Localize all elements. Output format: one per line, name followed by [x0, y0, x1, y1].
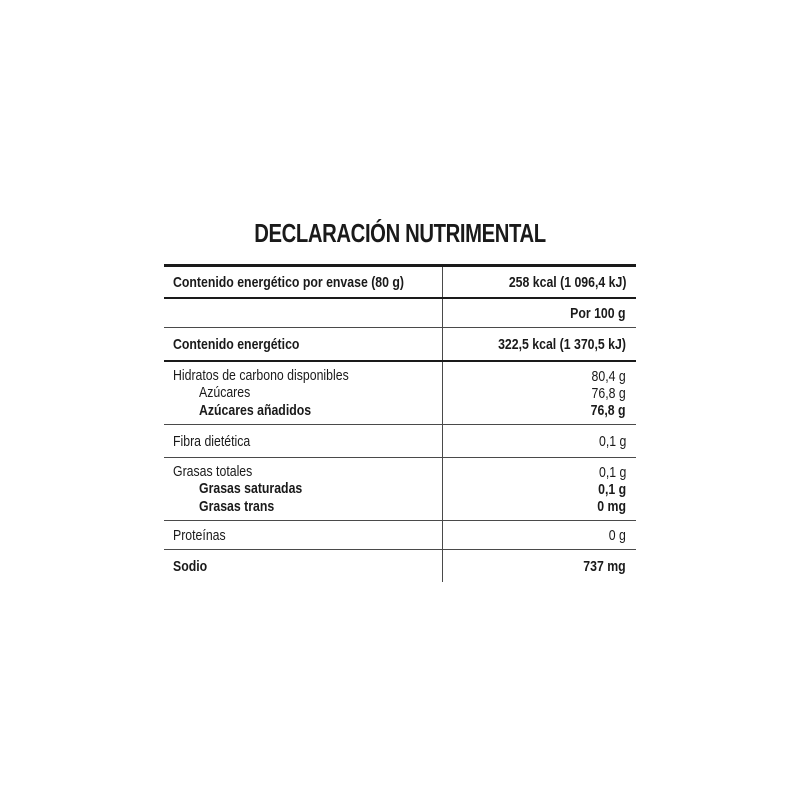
saturated-fat-value: 0,1 g [597, 480, 626, 498]
saturated-fat-label: Grasas saturadas [199, 479, 303, 497]
added-sugars-value: 76,8 g [591, 401, 626, 419]
table-row-fats [164, 458, 636, 521]
energy-per-package-value: 258 kcal (1 096,4 kJ) [508, 273, 626, 291]
table-row-carbohydrates [164, 362, 636, 425]
total-fat-label: Grasas totales [173, 462, 253, 480]
sodium-label: Sodio [173, 557, 208, 575]
fiber-value: 0,1 g [598, 432, 626, 450]
protein-value: 0 g [608, 526, 626, 544]
fiber-label: Fibra dietética [173, 432, 251, 450]
carbohydrates-value: 80,4 g [591, 367, 626, 385]
energy-value: 322,5 kcal (1 370,5 kJ) [498, 335, 626, 353]
sugars-value: 76,8 g [591, 384, 626, 402]
carbohydrates-label: Hidratos de carbono disponibles [173, 366, 349, 384]
sugars-label: Azúcares [199, 383, 251, 401]
energy-per-package-label: Contenido energético por envase (80 g) [173, 273, 405, 291]
table-row-sodium [164, 550, 636, 582]
trans-fat-value: 0 mg [597, 497, 626, 515]
sodium-value: 737 mg [583, 557, 626, 575]
added-sugars-label: Azúcares añadidos [199, 401, 312, 419]
panel-title: DECLARACIÓN NUTRIMENTAL [254, 218, 546, 248]
nutrition-table [164, 264, 636, 582]
table-row-energy [164, 328, 636, 362]
trans-fat-label: Grasas trans [199, 497, 275, 515]
table-row-per-100g-header [164, 299, 636, 328]
total-fat-value: 0,1 g [598, 463, 626, 481]
protein-label: Proteínas [173, 526, 226, 544]
table-row-protein [164, 521, 636, 550]
table-row-energy-per-package [164, 267, 636, 299]
table-row-fiber [164, 425, 636, 458]
per-100g-header: Por 100 g [570, 304, 626, 322]
energy-label: Contenido energético [173, 335, 300, 353]
